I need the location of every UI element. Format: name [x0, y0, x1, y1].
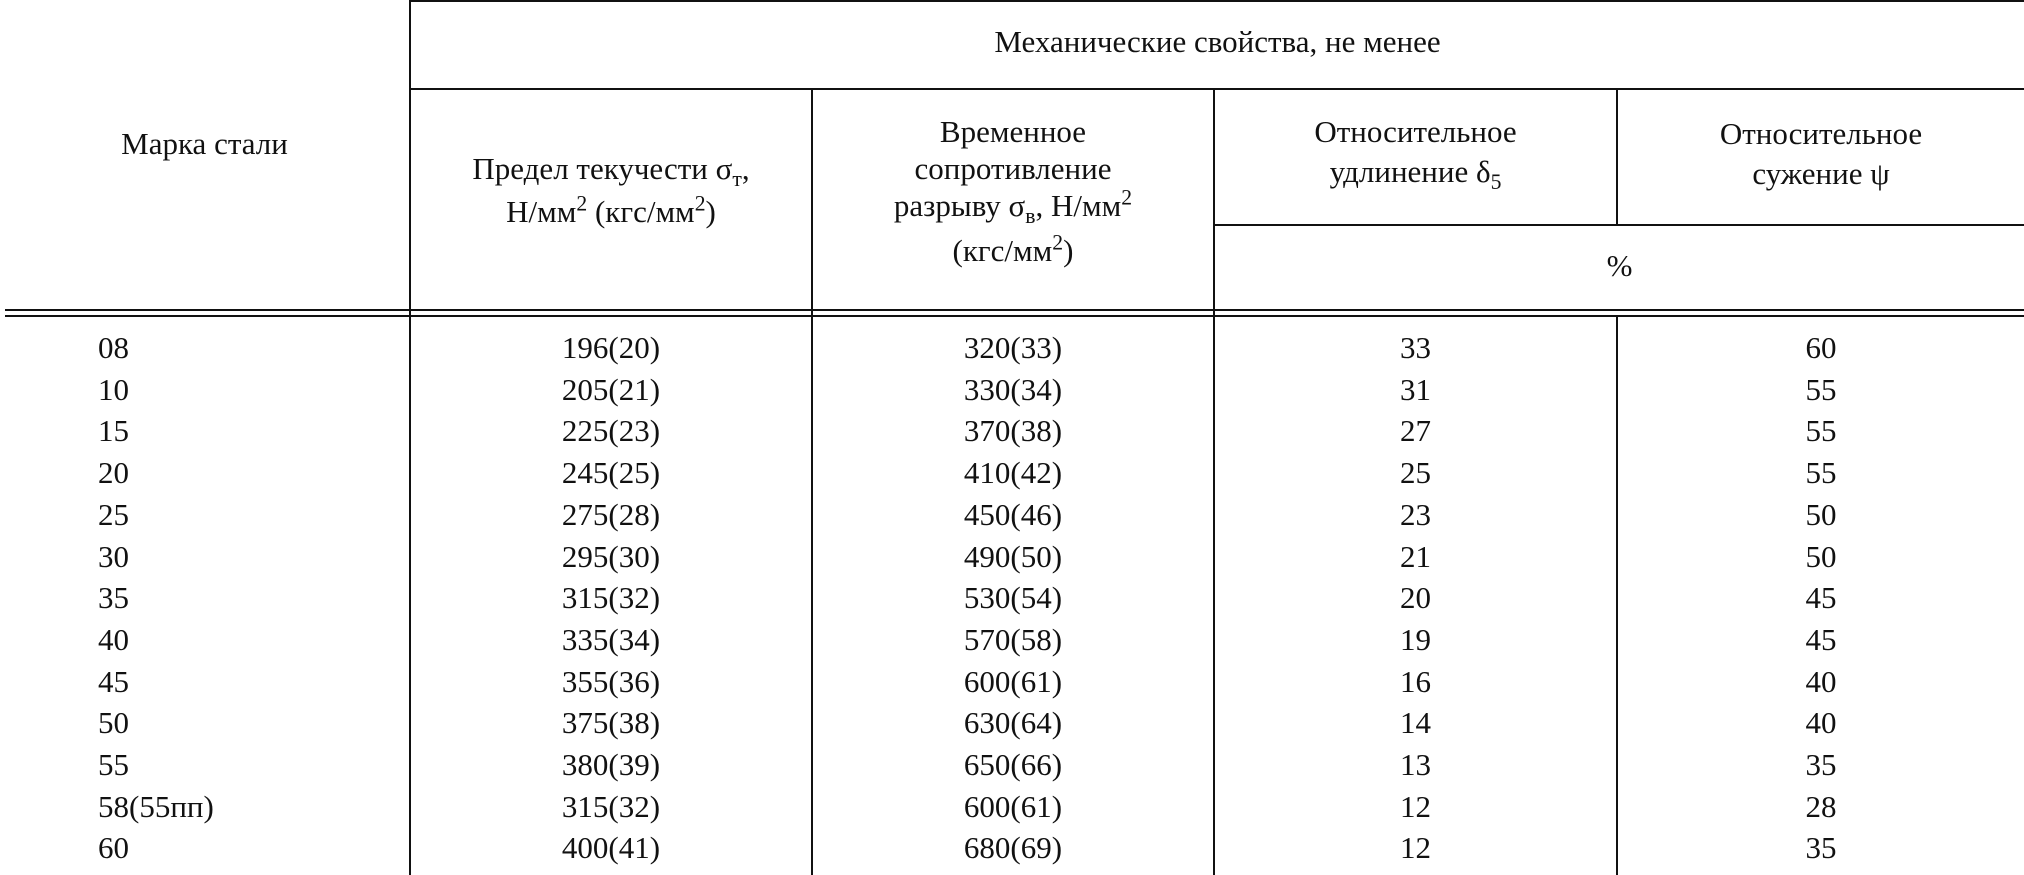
cell-yield-strength: 275(28)	[561, 496, 661, 532]
header-elongation-line2: удлинение $\delta_5$	[1329, 154, 1502, 195]
header-reduction-line2: сужение ψ	[1752, 156, 1890, 191]
cell-reduction: 45	[1805, 621, 1837, 657]
table-top-border	[410, 0, 2024, 2]
cell-elongation: 12	[1400, 788, 1431, 824]
cell-reduction: 35	[1805, 830, 1837, 866]
cell-yield-strength: 225(23)	[561, 413, 661, 449]
cell-yield-strength: 315(32)	[561, 580, 661, 616]
header-mechanical-properties: Механические свойства, не менее	[994, 24, 1441, 59]
cell-elongation: 16	[1400, 663, 1431, 699]
cell-reduction: 40	[1805, 705, 1837, 741]
cell-elongation: 12	[1400, 830, 1431, 866]
header-yield-strength-units: $Н/мм^2$ $(кгс/мм^2)$	[506, 191, 716, 229]
cell-yield-strength: 355(36)	[561, 663, 661, 699]
cell-tensile-strength: 370(38)	[963, 413, 1063, 449]
header-double-rule-bottom	[5, 315, 2024, 317]
cell-tensile-strength: 450(46)	[963, 496, 1063, 532]
cell-elongation: 25	[1400, 455, 1431, 491]
cell-yield-strength: 295(30)	[561, 538, 661, 574]
cell-tensile-strength: 570(58)	[963, 621, 1063, 657]
cell-reduction: 50	[1805, 496, 1837, 532]
cell-elongation: 19	[1400, 621, 1431, 657]
cell-yield-strength: 400(41)	[561, 830, 661, 866]
cell-steel-grade: 30	[98, 538, 129, 574]
cell-steel-grade: 55	[98, 747, 129, 782]
cell-tensile-strength: 600(61)	[963, 663, 1063, 699]
cell-tensile-strength: 320(33)	[963, 330, 1063, 365]
cell-reduction: 55	[1805, 455, 1837, 491]
cell-yield-strength: 335(34)	[561, 621, 661, 657]
cell-steel-grade: 25	[98, 496, 129, 532]
cell-steel-grade: 60	[98, 830, 129, 866]
cell-elongation: 23	[1400, 496, 1431, 532]
cell-tensile-strength: 600(61)	[963, 788, 1063, 824]
cell-tensile-strength: 680(69)	[963, 830, 1063, 866]
cell-reduction: 40	[1805, 663, 1837, 699]
cell-tensile-strength: 410(42)	[963, 455, 1063, 491]
cell-reduction: 35	[1805, 747, 1837, 782]
cell-steel-grade: 35	[98, 580, 129, 616]
cell-steel-grade: 15	[98, 413, 129, 449]
cell-elongation: 33	[1400, 330, 1431, 365]
cell-steel-grade: 45	[98, 663, 129, 699]
cell-yield-strength: 245(25)	[561, 455, 661, 491]
cell-elongation: 27	[1400, 413, 1431, 449]
header-tensile-line2: сопротивление	[914, 151, 1112, 186]
cell-steel-grade: 10	[98, 371, 129, 407]
header-steel-grade: Марка стали	[121, 126, 288, 161]
group-header-divider	[410, 88, 2024, 90]
cell-steel-grade: 20	[98, 455, 129, 491]
header-elongation-line1: Относительное	[1314, 114, 1517, 149]
header-tensile-line1: Временное	[939, 114, 1087, 149]
cell-steel-grade: 50	[98, 705, 129, 741]
header-reduction-line1: Относительное	[1719, 116, 1923, 151]
percent-header-divider	[1214, 224, 2024, 226]
cell-tensile-strength: 330(34)	[963, 371, 1063, 407]
cell-reduction: 45	[1805, 580, 1837, 616]
cell-reduction: 28	[1805, 788, 1837, 824]
header-tensile-line4: $(кгс/мм^2)$	[952, 230, 1074, 268]
cell-reduction: 55	[1805, 371, 1837, 407]
cell-elongation: 14	[1400, 705, 1431, 741]
cell-yield-strength: 375(38)	[561, 705, 661, 741]
header-double-rule-top	[5, 309, 2024, 311]
cell-steel-grade: 40	[98, 621, 129, 657]
cell-tensile-strength: 630(64)	[963, 705, 1063, 741]
header-yield-strength: Предел текучести $\sigma_т$,	[472, 151, 750, 192]
cell-yield-strength: 380(39)	[561, 747, 661, 782]
cell-tensile-strength: 490(50)	[963, 538, 1063, 574]
cell-elongation: 21	[1400, 538, 1431, 574]
header-percent: %	[1606, 248, 1633, 283]
cell-elongation: 20	[1400, 580, 1431, 616]
cell-reduction: 50	[1805, 538, 1837, 574]
cell-reduction: 60	[1805, 330, 1837, 365]
cell-yield-strength: 205(21)	[561, 371, 661, 407]
cell-elongation: 13	[1400, 747, 1431, 782]
cell-yield-strength: 196(20)	[561, 330, 661, 365]
cell-yield-strength: 315(32)	[561, 788, 661, 824]
cell-elongation: 31	[1400, 371, 1431, 407]
cell-steel-grade: 58(55пп)	[98, 788, 214, 824]
cell-tensile-strength: 650(66)	[963, 747, 1063, 782]
cell-reduction: 55	[1805, 413, 1837, 449]
header-tensile-line3: разрыву $\sigma_в$, $Н/мм^2$	[893, 185, 1133, 229]
cell-tensile-strength: 530(54)	[963, 580, 1063, 616]
cell-steel-grade: 08	[98, 330, 129, 365]
